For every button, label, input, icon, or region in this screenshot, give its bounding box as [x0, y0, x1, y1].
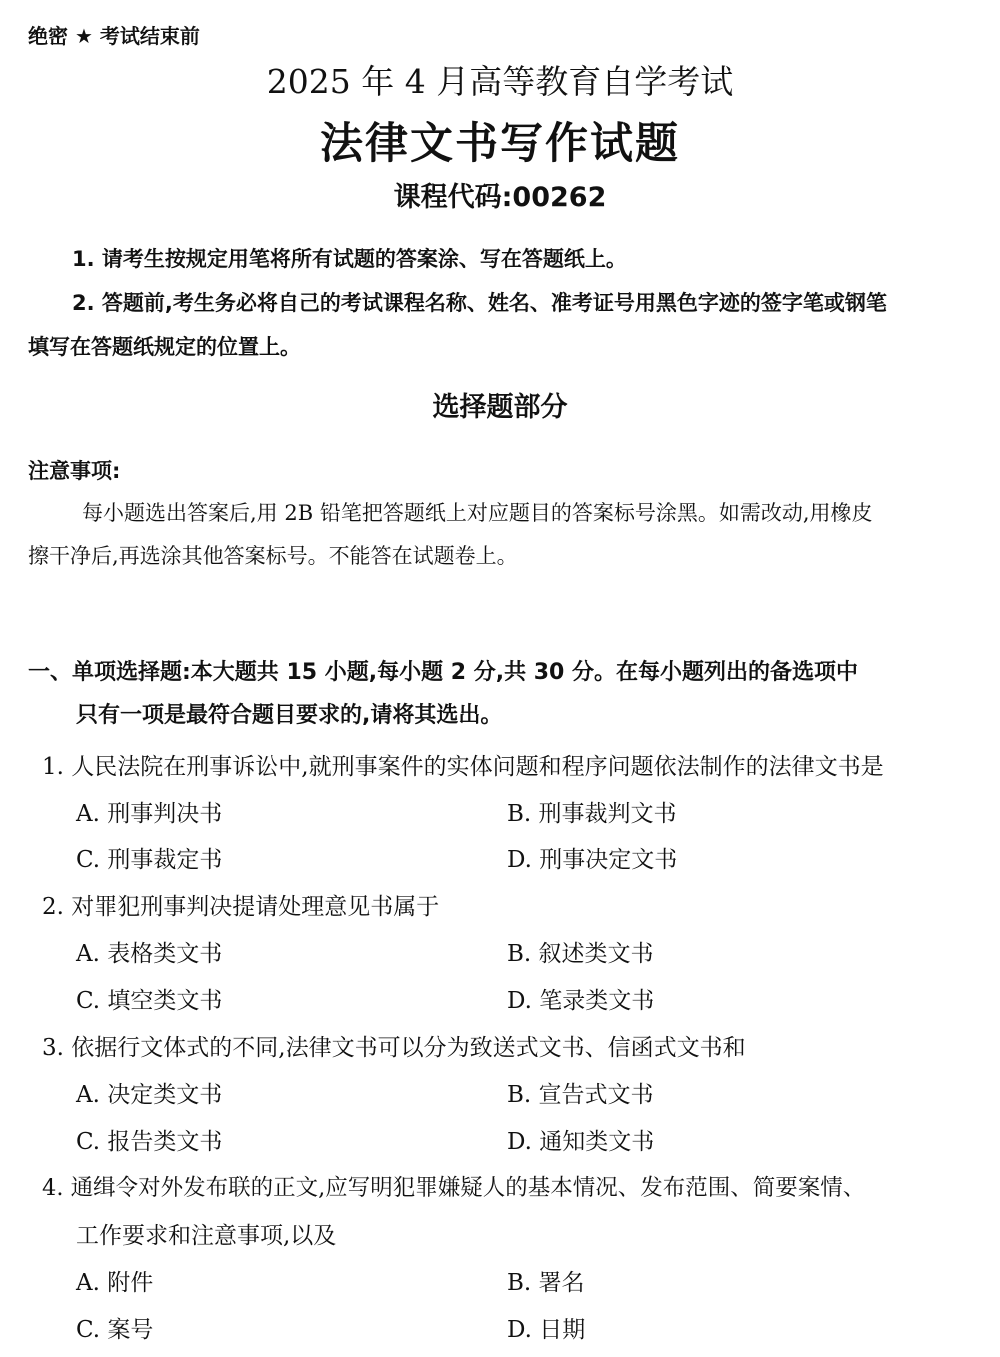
- notice-line-1: 每小题选出答案后,用 2B 铅笔把答题纸上对应题目的答案标号涂黑。如需改动,用橡皮: [82, 501, 873, 525]
- question-3-option-c: C. 报告类文书: [76, 1129, 223, 1155]
- exam-title: 法律文书写作试题: [320, 119, 680, 169]
- question-2-option-d: D. 笔录类文书: [507, 988, 655, 1014]
- question-4-option-d: D. 日期: [507, 1317, 586, 1343]
- question-2-option-b: B. 叙述类文书: [507, 941, 654, 967]
- question-4-option-b: B. 署名: [507, 1270, 585, 1296]
- section-title: 选择题部分: [432, 392, 568, 423]
- instruction-2-continued: 填写在答题纸规定的位置上。: [28, 335, 301, 359]
- exam-session-line: 2025 年 4 月高等教育自学考试: [266, 62, 734, 101]
- question-4-option-c: C. 案号: [76, 1317, 154, 1343]
- question-2-option-a: A. 表格类文书: [76, 941, 223, 967]
- instruction-1: 1. 请考生按规定用笔将所有试题的答案涂、写在答题纸上。: [72, 247, 627, 271]
- question-1-option-d: D. 刑事决定文书: [507, 847, 678, 873]
- question-2-stem: 2. 对罪犯刑事判决提请处理意见书属于: [42, 894, 440, 920]
- question-3-option-d: D. 通知类文书: [507, 1129, 655, 1155]
- notice-label: 注意事项:: [28, 459, 121, 483]
- course-code: 课程代码:00262: [393, 182, 607, 213]
- question-1-option-a: A. 刑事判决书: [76, 801, 223, 827]
- notice-line-2: 擦干净后,再选涂其他答案标号。不能答在试题卷上。: [28, 544, 518, 568]
- question-4-stem: 4. 通缉令对外发布联的正文,应写明犯罪嫌疑人的基本情况、发布范围、简要案情、: [42, 1175, 866, 1201]
- question-1-stem: 1. 人民法院在刑事诉讼中,就刑事案件的实体问题和程序问题依法制作的法律文书是: [42, 754, 884, 780]
- part-one-heading-continued: 只有一项是最符合题目要求的,请将其选出。: [76, 703, 503, 728]
- question-1-option-c: C. 刑事裁定书: [76, 847, 223, 873]
- question-1-option-b: B. 刑事裁判文书: [507, 801, 677, 827]
- question-3-stem: 3. 依据行文体式的不同,法律文书可以分为致送式文书、信函式文书和: [42, 1035, 746, 1061]
- question-4-stem-continued: 工作要求和注意事项,以及: [76, 1223, 337, 1249]
- part-one-heading: 一、单项选择题:本大题共 15 小题,每小题 2 分,共 30 分。在每小题列出的备选项中: [28, 660, 859, 685]
- question-3-option-b: B. 宣告式文书: [507, 1082, 654, 1108]
- question-3-option-a: A. 决定类文书: [76, 1082, 223, 1108]
- question-2-option-c: C. 填空类文书: [76, 988, 223, 1014]
- instruction-2: 2. 答题前,考生务必将自己的考试课程名称、姓名、准考证号用黑色字迹的签字笔或钢笔: [72, 291, 887, 315]
- secrecy-label: 绝密 ★ 考试结束前: [28, 24, 200, 48]
- question-4-option-a: A. 附件: [76, 1270, 154, 1296]
